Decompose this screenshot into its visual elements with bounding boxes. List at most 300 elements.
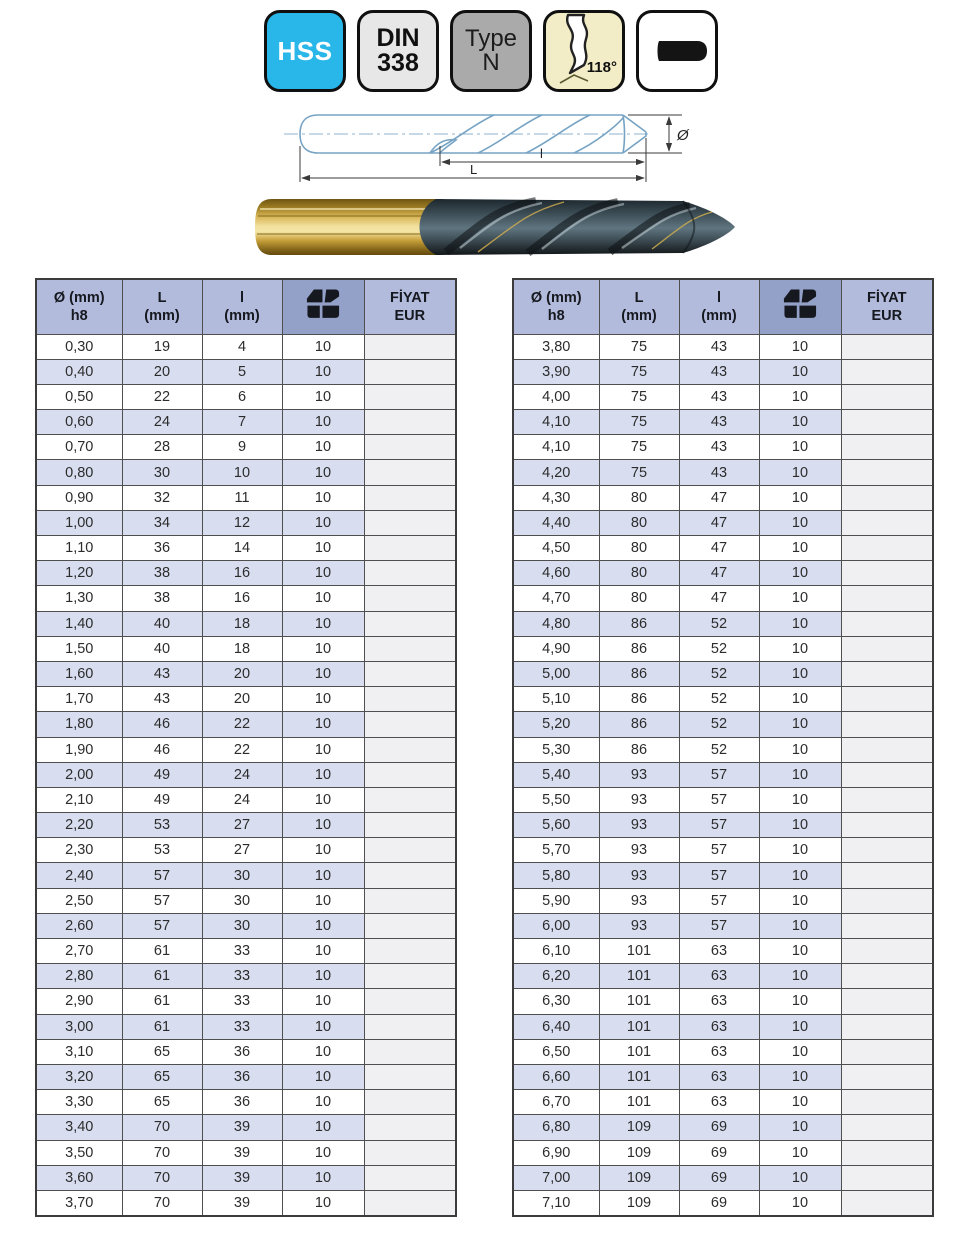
cell-package-qty: 10 [759,1140,841,1165]
cell-flute-length: 52 [679,712,759,737]
cell-diameter: 0,90 [36,485,122,510]
cell-price [841,536,933,561]
cell-total-length: 61 [122,964,202,989]
cell-package-qty: 10 [282,964,364,989]
cell-price [364,838,456,863]
cell-package-qty: 10 [282,460,364,485]
col-header-flute-length: l (mm) [202,279,282,334]
cell-flute-length: 43 [679,334,759,359]
cell-total-length: 40 [122,636,202,661]
cell-flute-length: 36 [202,1064,282,1089]
cell-flute-length: 20 [202,661,282,686]
table-row [36,460,456,485]
cell-price [364,410,456,435]
cell-price [841,384,933,409]
cell-package-qty: 10 [759,435,841,460]
cell-diameter: 4,70 [513,586,599,611]
cell-diameter: 6,40 [513,1014,599,1039]
cell-price [841,1064,933,1089]
cell-price [364,1064,456,1089]
cell-total-length: 101 [599,989,679,1014]
table-row [36,611,456,636]
cell-diameter: 1,80 [36,712,122,737]
table-row [513,359,933,384]
size-table-left [35,278,457,1217]
cell-total-length: 109 [599,1165,679,1190]
cell-flute-length: 27 [202,838,282,863]
type-n-badge [450,10,532,92]
table-row [513,384,933,409]
cell-package-qty: 10 [282,661,364,686]
cell-package-qty: 10 [282,1014,364,1039]
cell-total-length: 93 [599,888,679,913]
cell-package-qty: 10 [759,334,841,359]
cell-price [841,410,933,435]
table-row [36,1190,456,1215]
cell-diameter: 1,50 [36,636,122,661]
cell-flute-length: 30 [202,863,282,888]
cell-total-length: 24 [122,410,202,435]
cell-flute-length: 11 [202,485,282,510]
cell-diameter: 7,00 [513,1165,599,1190]
cell-flute-length: 12 [202,510,282,535]
cell-package-qty: 10 [759,536,841,561]
cell-price [364,359,456,384]
type-label-line2: N [482,49,500,76]
header-row [513,279,933,334]
table-row [513,1064,933,1089]
cell-flute-length: 63 [679,1039,759,1064]
cell-diameter: 3,90 [513,359,599,384]
table-row [513,510,933,535]
cell-diameter: 4,40 [513,510,599,535]
table-row [36,762,456,787]
cell-package-qty: 10 [759,888,841,913]
table-row [513,1090,933,1115]
cell-package-qty: 10 [282,384,364,409]
cell-price [364,334,456,359]
cell-total-length: 86 [599,687,679,712]
cell-price [841,863,933,888]
cell-diameter: 2,00 [36,762,122,787]
cell-total-length: 80 [599,561,679,586]
cell-diameter: 4,80 [513,611,599,636]
cell-diameter: 6,30 [513,989,599,1014]
cylindrical-shank-badge [636,10,718,92]
cell-package-qty: 10 [282,687,364,712]
table-row [513,762,933,787]
cell-package-qty: 10 [282,334,364,359]
cell-price [364,384,456,409]
cell-price [364,1190,456,1215]
cell-package-qty: 10 [759,359,841,384]
cell-total-length: 80 [599,586,679,611]
table-row [513,863,933,888]
cell-price [364,863,456,888]
cell-diameter: 0,70 [36,435,122,460]
cell-package-qty: 10 [759,838,841,863]
cell-total-length: 38 [122,561,202,586]
cell-flute-length: 63 [679,1014,759,1039]
cell-flute-length: 63 [679,1090,759,1115]
cell-package-qty: 10 [759,485,841,510]
cell-price [841,1140,933,1165]
cell-flute-length: 24 [202,762,282,787]
cell-package-qty: 10 [759,1064,841,1089]
table-row [36,813,456,838]
cell-total-length: 75 [599,460,679,485]
cell-package-qty: 10 [759,712,841,737]
table-row [513,661,933,686]
cell-diameter: 4,00 [513,384,599,409]
cell-price [364,1165,456,1190]
cell-flute-length: 18 [202,636,282,661]
cell-package-qty: 10 [759,1039,841,1064]
cell-flute-length: 30 [202,888,282,913]
cell-diameter: 1,00 [36,510,122,535]
cell-total-length: 70 [122,1165,202,1190]
cell-package-qty: 10 [282,989,364,1014]
cell-price [841,611,933,636]
col-header-total-length: L (mm) [122,279,202,334]
table-row [36,410,456,435]
cell-package-qty: 10 [282,1039,364,1064]
cell-diameter: 3,80 [513,334,599,359]
cell-diameter: 2,50 [36,888,122,913]
cell-total-length: 38 [122,586,202,611]
cell-total-length: 86 [599,661,679,686]
cell-flute-length: 5 [202,359,282,384]
cell-price [841,762,933,787]
cell-total-length: 43 [122,661,202,686]
table-row [36,787,456,812]
cell-diameter: 6,60 [513,1064,599,1089]
cell-flute-length: 24 [202,787,282,812]
din-label-line2: 338 [377,49,419,77]
cell-total-length: 57 [122,863,202,888]
table-row [513,334,933,359]
cell-total-length: 46 [122,712,202,737]
cell-total-length: 101 [599,964,679,989]
cell-diameter: 4,60 [513,561,599,586]
cell-diameter: 5,50 [513,787,599,812]
cell-package-qty: 10 [759,410,841,435]
table-row [513,913,933,938]
table-row [36,485,456,510]
cell-price [364,989,456,1014]
cell-diameter: 0,50 [36,384,122,409]
table-row [36,359,456,384]
cell-total-length: 70 [122,1140,202,1165]
cell-total-length: 109 [599,1140,679,1165]
cell-price [841,989,933,1014]
cell-package-qty: 10 [759,561,841,586]
cell-package-qty: 10 [759,989,841,1014]
cell-flute-length: 69 [679,1165,759,1190]
cell-diameter: 6,10 [513,939,599,964]
cell-flute-length: 9 [202,435,282,460]
cell-flute-length: 52 [679,687,759,712]
cell-total-length: 93 [599,913,679,938]
cell-price [841,737,933,762]
cell-price [364,888,456,913]
cell-diameter: 5,20 [513,712,599,737]
cell-total-length: 65 [122,1064,202,1089]
cell-diameter: 1,60 [36,661,122,686]
cell-total-length: 22 [122,384,202,409]
cell-diameter: 6,70 [513,1090,599,1115]
cell-flute-length: 18 [202,611,282,636]
table-row [36,586,456,611]
cell-package-qty: 10 [759,1090,841,1115]
cell-price [841,435,933,460]
cylindrical-shank-icon [639,13,715,89]
din-label-line1: DIN [376,23,420,52]
cell-diameter: 4,10 [513,410,599,435]
cell-total-length: 101 [599,939,679,964]
table-row [36,1014,456,1039]
cell-price [364,762,456,787]
table-row [513,586,933,611]
cell-diameter: 1,90 [36,737,122,762]
table-row [513,561,933,586]
cell-total-length: 75 [599,384,679,409]
table-row [36,1165,456,1190]
cell-price [364,939,456,964]
cell-flute-length: 69 [679,1115,759,1140]
cell-diameter: 6,20 [513,964,599,989]
cell-package-qty: 10 [282,888,364,913]
cell-price [364,636,456,661]
cell-flute-length: 52 [679,636,759,661]
cell-total-length: 80 [599,536,679,561]
cell-package-qty: 10 [759,661,841,686]
table-row [513,712,933,737]
cell-total-length: 34 [122,510,202,535]
cell-flute-length: 69 [679,1190,759,1215]
cell-package-qty: 10 [282,586,364,611]
cell-price [841,1014,933,1039]
table-row [513,1039,933,1064]
cell-package-qty: 10 [759,687,841,712]
cell-total-length: 61 [122,1014,202,1039]
cell-package-qty: 10 [282,1115,364,1140]
table-row [513,485,933,510]
cell-diameter: 3,70 [36,1190,122,1215]
cell-price [364,1140,456,1165]
cell-price [364,1039,456,1064]
cell-total-length: 30 [122,460,202,485]
size-table-right [512,278,934,1217]
total-length-label: L [470,162,478,177]
col-header-diameter: Ø (mm) h8 [36,279,122,334]
cell-flute-length: 33 [202,939,282,964]
cell-flute-length: 16 [202,561,282,586]
cell-total-length: 101 [599,1064,679,1089]
cell-price [841,939,933,964]
cell-price [841,510,933,535]
cell-total-length: 109 [599,1115,679,1140]
cell-flute-length: 36 [202,1090,282,1115]
cell-package-qty: 10 [759,384,841,409]
cell-price [841,687,933,712]
drill-photo [228,186,740,273]
cell-package-qty: 10 [282,510,364,535]
cell-package-qty: 10 [759,964,841,989]
cell-package-qty: 10 [282,435,364,460]
cell-flute-length: 47 [679,536,759,561]
cell-package-qty: 10 [282,1190,364,1215]
cell-diameter: 5,00 [513,661,599,686]
cell-total-length: 101 [599,1090,679,1115]
cell-total-length: 57 [122,913,202,938]
cell-price [841,661,933,686]
cell-total-length: 75 [599,435,679,460]
cell-price [841,359,933,384]
cell-flute-length: 69 [679,1140,759,1165]
cell-package-qty: 10 [759,762,841,787]
cell-price [841,1039,933,1064]
table-row [513,536,933,561]
table-row [513,435,933,460]
cell-flute-length: 47 [679,485,759,510]
cell-diameter: 4,10 [513,435,599,460]
cell-total-length: 53 [122,813,202,838]
cell-price [841,838,933,863]
cell-diameter: 3,40 [36,1115,122,1140]
cell-flute-length: 63 [679,964,759,989]
cell-flute-length: 33 [202,964,282,989]
table-row [513,838,933,863]
cell-flute-length: 14 [202,536,282,561]
table-row [36,989,456,1014]
cell-flute-length: 63 [679,939,759,964]
table-row [36,687,456,712]
cell-package-qty: 10 [759,510,841,535]
table-row [36,510,456,535]
table-row [513,460,933,485]
cell-price [364,787,456,812]
cell-price [364,460,456,485]
table-row [513,737,933,762]
cell-total-length: 40 [122,611,202,636]
table-row [36,536,456,561]
cell-flute-length: 57 [679,813,759,838]
cell-flute-length: 43 [679,359,759,384]
cell-flute-length: 57 [679,888,759,913]
cell-flute-length: 43 [679,410,759,435]
cell-package-qty: 10 [759,460,841,485]
table-row [36,888,456,913]
cell-package-qty: 10 [759,939,841,964]
cell-diameter: 1,20 [36,561,122,586]
badge-row [264,10,718,92]
cell-package-qty: 10 [282,485,364,510]
table-row [36,838,456,863]
cell-diameter: 2,90 [36,989,122,1014]
cell-package-qty: 10 [282,636,364,661]
cell-total-length: 53 [122,838,202,863]
cell-diameter: 1,30 [36,586,122,611]
cell-total-length: 49 [122,787,202,812]
cell-flute-length: 39 [202,1115,282,1140]
cell-price [841,1165,933,1190]
cell-flute-length: 43 [679,460,759,485]
table-gap [457,278,512,1217]
cell-price [841,1090,933,1115]
cell-total-length: 86 [599,737,679,762]
col-header-total-length: L (mm) [599,279,679,334]
cell-price [841,712,933,737]
cell-package-qty: 10 [282,737,364,762]
cell-package-qty: 10 [282,1090,364,1115]
cell-diameter: 2,40 [36,863,122,888]
cell-package-qty: 10 [759,787,841,812]
cell-total-length: 75 [599,359,679,384]
table-row [36,863,456,888]
cell-diameter: 1,70 [36,687,122,712]
cell-flute-length: 20 [202,687,282,712]
col-header-diameter: Ø (mm) h8 [513,279,599,334]
cell-flute-length: 22 [202,737,282,762]
cell-price [364,1090,456,1115]
cell-package-qty: 10 [759,1115,841,1140]
cell-total-length: 70 [122,1190,202,1215]
cell-flute-length: 47 [679,510,759,535]
cell-package-qty: 10 [282,712,364,737]
cell-price [364,586,456,611]
cell-total-length: 36 [122,536,202,561]
cell-total-length: 46 [122,737,202,762]
cell-diameter: 0,40 [36,359,122,384]
cell-diameter: 3,00 [36,1014,122,1039]
cell-flute-length: 43 [679,435,759,460]
cell-diameter: 2,30 [36,838,122,863]
hss-label: HSS [277,35,333,66]
cell-price [841,460,933,485]
table-row [513,1115,933,1140]
cell-diameter: 0,80 [36,460,122,485]
cell-diameter: 0,30 [36,334,122,359]
table-row [36,737,456,762]
type-label-line1: Type [464,24,518,52]
table-row [513,787,933,812]
table-row [513,687,933,712]
cell-total-length: 75 [599,334,679,359]
cell-flute-length: 36 [202,1039,282,1064]
cell-total-length: 65 [122,1039,202,1064]
table-row [513,964,933,989]
cell-flute-length: 6 [202,384,282,409]
cell-flute-length: 39 [202,1190,282,1215]
drill-point-118-icon [546,13,622,89]
table-row [513,611,933,636]
cell-price [841,334,933,359]
din-338-badge [357,10,439,92]
cell-package-qty: 10 [759,1014,841,1039]
cell-package-qty: 10 [759,611,841,636]
cell-diameter: 5,10 [513,687,599,712]
cell-price [364,964,456,989]
cell-flute-length: 57 [679,913,759,938]
cell-diameter: 4,20 [513,460,599,485]
cell-package-qty: 10 [282,359,364,384]
col-header-flute-length: l (mm) [679,279,759,334]
table-row [513,1140,933,1165]
table-row [36,661,456,686]
cell-diameter: 5,70 [513,838,599,863]
cell-price [841,787,933,812]
